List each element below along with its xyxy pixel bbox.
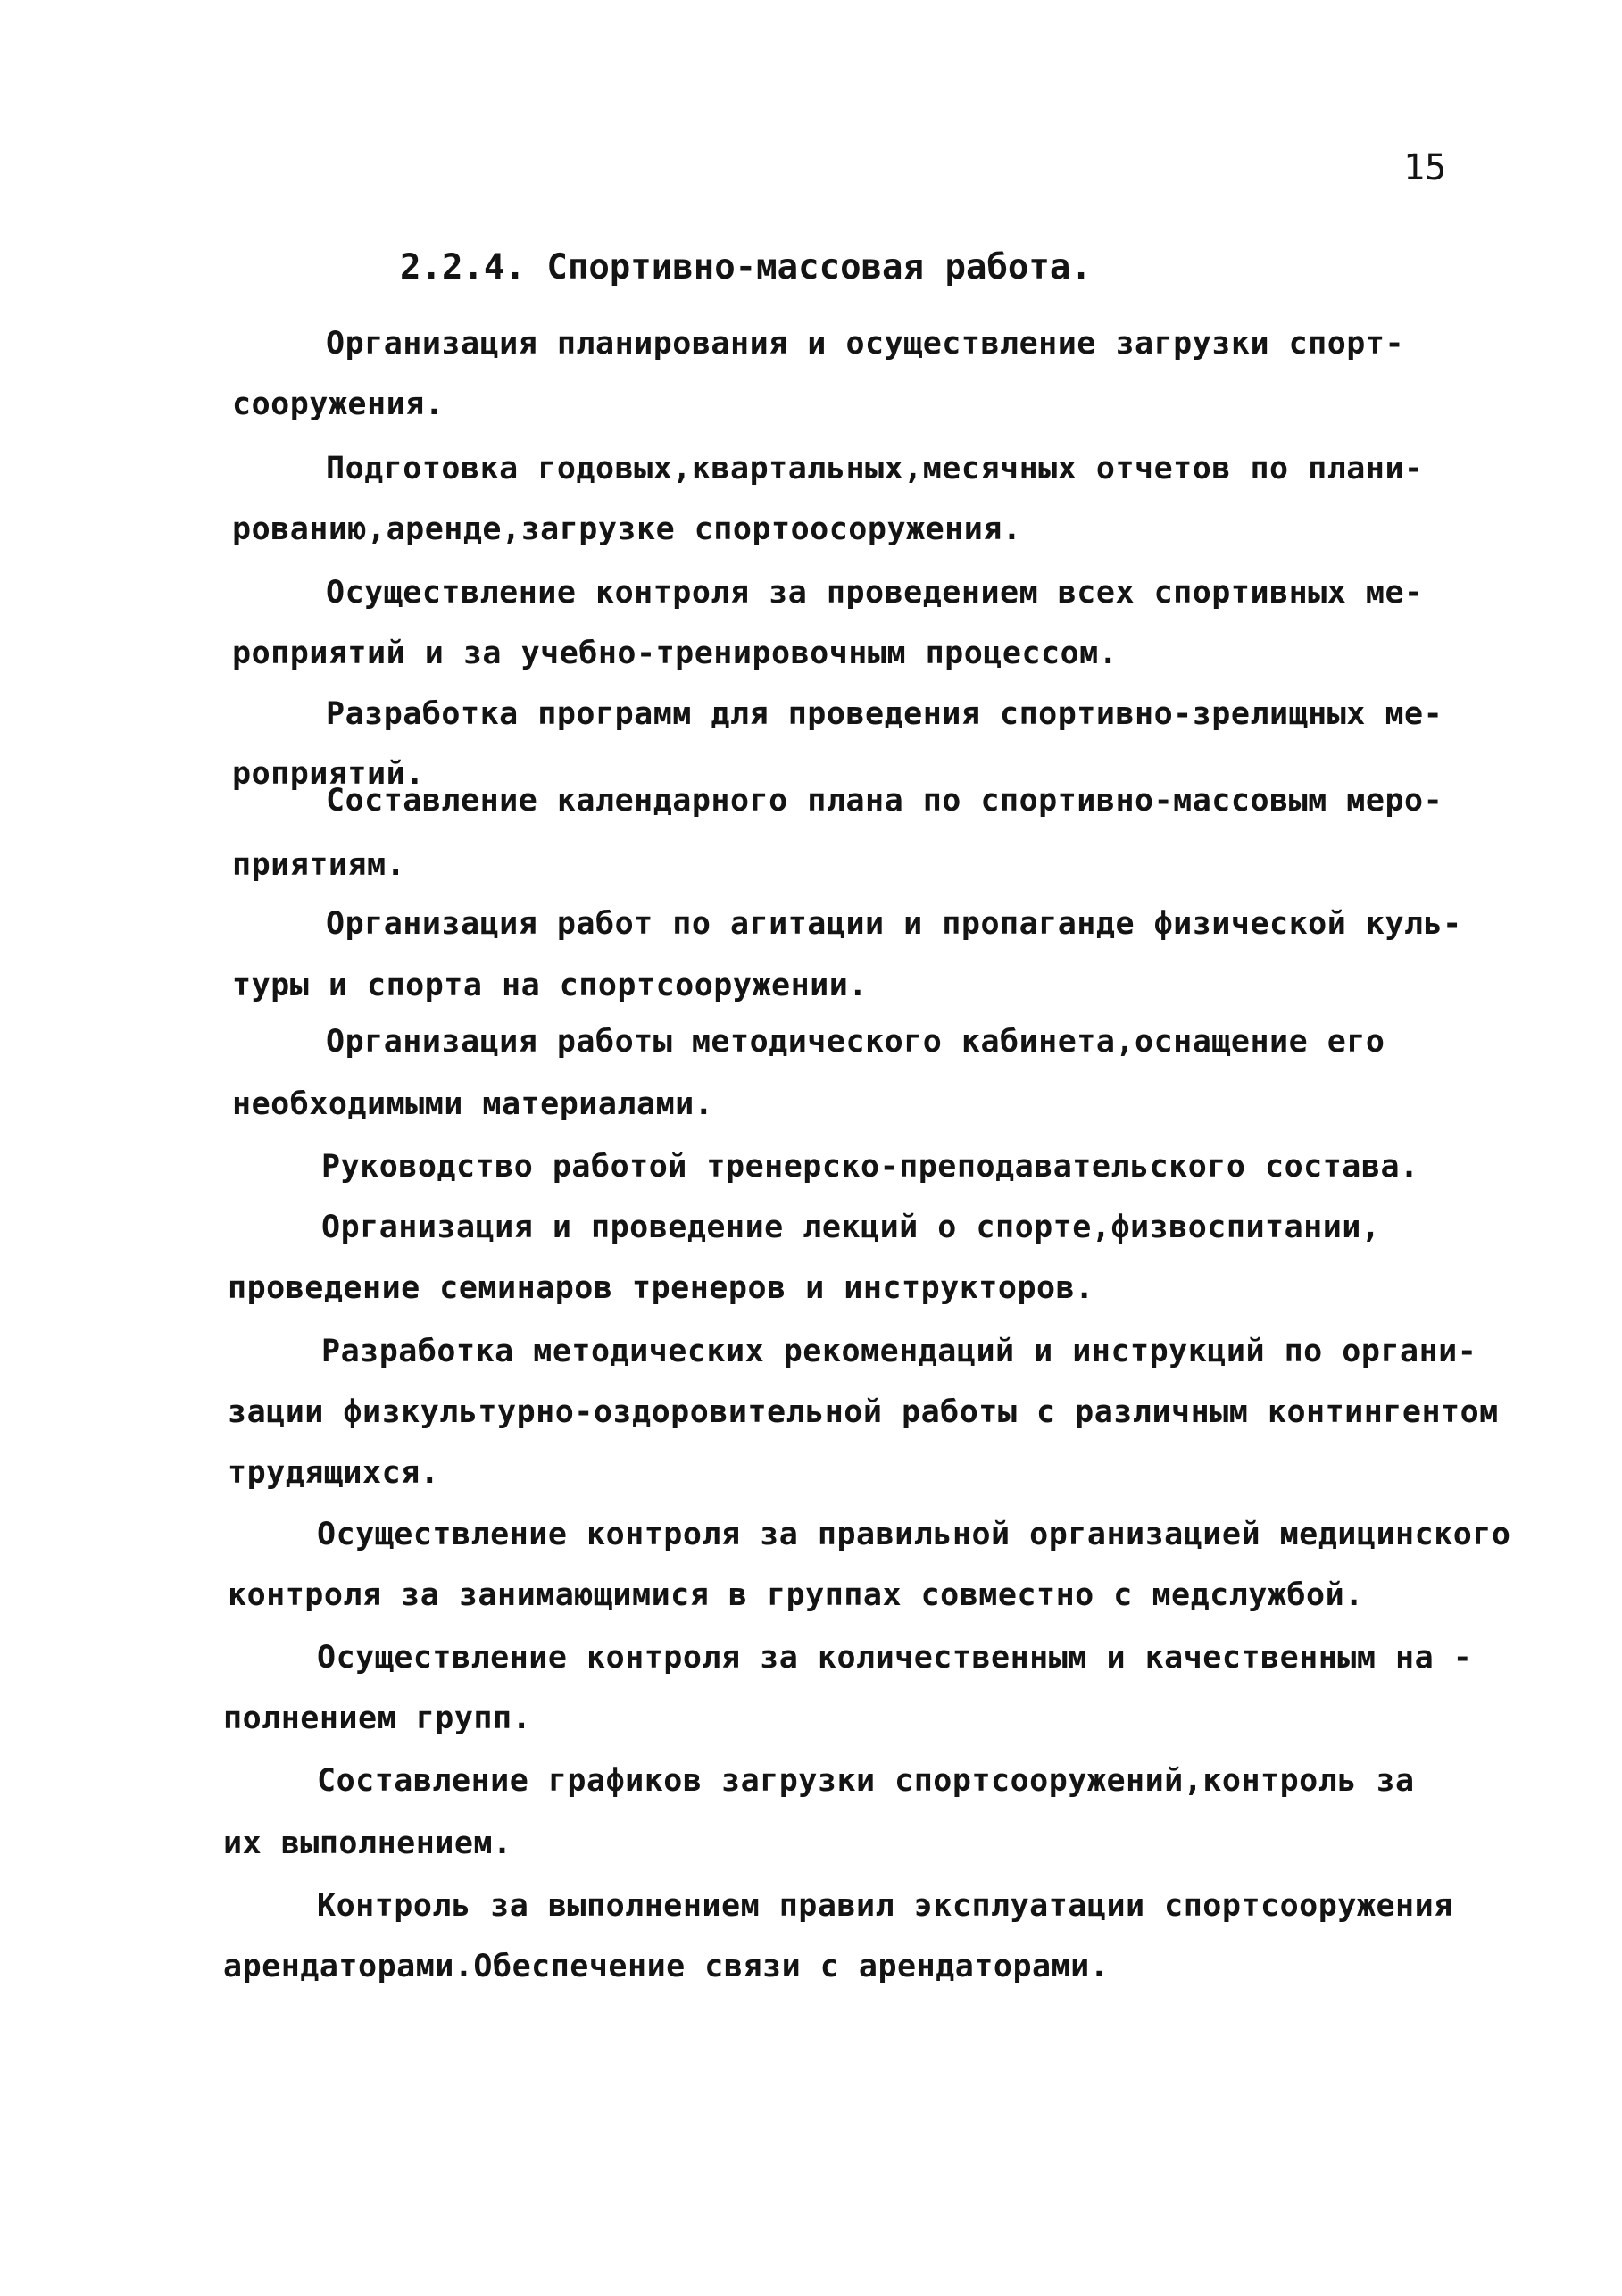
page-number: 15 bbox=[1403, 147, 1447, 188]
text-line: роприятий и за учебно-тренировочным процессом. bbox=[232, 636, 1119, 671]
text-line: Организация планирования и осуществление загрузки спорт- bbox=[326, 326, 1405, 362]
text-line: туры и спорта на спортсооружении. bbox=[232, 968, 868, 1003]
text-line: арендаторами.Обеспечение связи с арендаторами. bbox=[223, 1949, 1110, 1984]
text-line: Осуществление контроля за количественным и качественным на - bbox=[317, 1640, 1473, 1676]
text-line: роприятий. bbox=[232, 756, 425, 792]
text-line: зации физкультурно-оздоровительной работы с различным контингентом bbox=[228, 1394, 1499, 1430]
section-heading: 2.2.4. Спортивно-массовая работа. bbox=[400, 247, 1092, 287]
text-line: проведение семинаров тренеров и инструкторов. bbox=[228, 1270, 1094, 1306]
text-line: Составление календарного плана по спортивно-массовым меро- bbox=[326, 783, 1443, 819]
text-line: приятиям. bbox=[232, 847, 406, 883]
text-line: Осуществление контроля за проведением всех спортивных ме- bbox=[326, 575, 1424, 611]
text-line: Руководство работой тренерско-преподавательского состава. bbox=[321, 1149, 1419, 1185]
text-line: сооружения. bbox=[232, 387, 445, 422]
text-line: полнением групп. bbox=[223, 1701, 532, 1736]
text-line: Подготовка годовых,квартальных,месячных отчетов по плани- bbox=[326, 451, 1424, 487]
text-line: Контроль за выполнением правил эксплуатации спортсооружения bbox=[317, 1888, 1453, 1924]
text-line: трудящихся. bbox=[228, 1455, 440, 1491]
text-line: их выполнением. bbox=[223, 1826, 512, 1861]
text-line: Составление графиков загрузки спортсооружений,контроль за bbox=[317, 1763, 1415, 1799]
text-line: рованию,аренде,загрузке спортоосоружения. bbox=[232, 512, 1022, 547]
text-line: Организация и проведение лекций о спорте,физвоспитании, bbox=[321, 1210, 1381, 1245]
text-line: Осуществление контроля за правильной организацией медицинского bbox=[317, 1517, 1511, 1552]
text-line: Разработка методических рекомендаций и инструкций по органи- bbox=[321, 1334, 1477, 1369]
text-line: Организация работ по агитации и пропаганде физической куль- bbox=[326, 906, 1462, 942]
text-line: Организация работы методического кабинета,оснащение его bbox=[326, 1024, 1385, 1060]
text-line: контроля за занимающимися в группах совместно с медслужбой. bbox=[228, 1577, 1364, 1613]
text-line: необходимыми материалами. bbox=[232, 1086, 714, 1122]
text-line: Разработка программ для проведения спортивно-зрелищных ме- bbox=[326, 696, 1443, 732]
